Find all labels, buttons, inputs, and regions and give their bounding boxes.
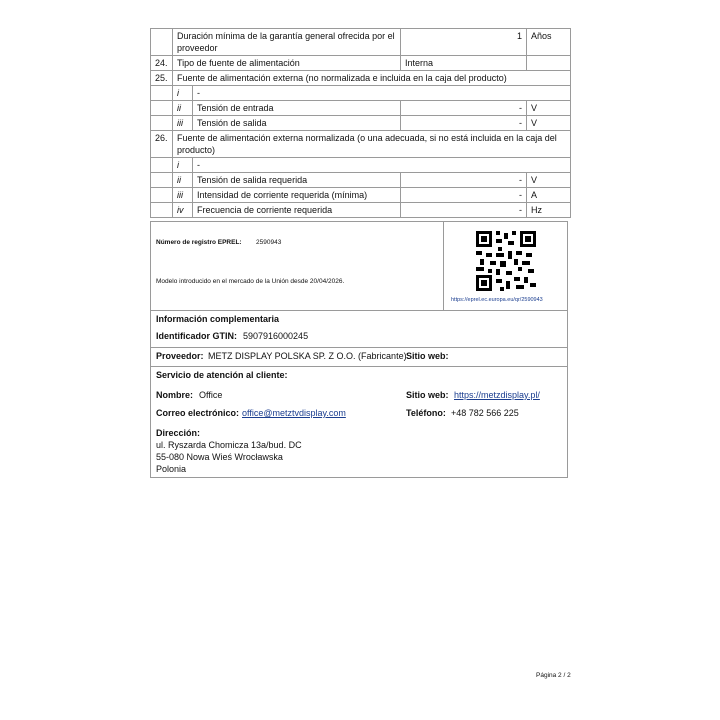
row-number: 25.: [151, 71, 173, 86]
address-line-2: 55-080 Nowa Wieś Wrocławska: [156, 452, 283, 462]
supplier-label: Proveedor:: [156, 351, 204, 361]
address-label: Dirección:: [156, 428, 201, 438]
email-link[interactable]: office@metztvdisplay.com: [242, 408, 346, 418]
table-row: [151, 158, 571, 173]
supplier-web-label: Sitio web:: [406, 351, 449, 361]
row-label: Duración mínima de la garantía general ofrecida por el proveedor: [173, 29, 401, 56]
eprel-reg-label: Número de registro EPREL:: [156, 239, 242, 246]
service-title: Servicio de atención al cliente:: [156, 370, 288, 380]
qr-code-icon[interactable]: [476, 231, 536, 291]
web-label: Sitio web:: [406, 390, 449, 400]
name-label: Nombre:: [156, 390, 194, 400]
row-number: 24.: [151, 56, 173, 71]
supplier-row: [151, 347, 567, 367]
table-row: [151, 173, 571, 188]
row-label: Intensidad de corriente requerida (mínima): [193, 188, 401, 203]
row-label: Tensión de entrada: [193, 101, 401, 116]
table-row: [151, 29, 571, 56]
table-row: [151, 116, 571, 131]
eprel-box: [150, 221, 568, 478]
row-value: Interna: [401, 56, 527, 71]
eprel-reg-value: 2590943: [256, 239, 282, 246]
row-roman: iii: [173, 116, 193, 131]
row-unit: V: [527, 173, 571, 188]
table-row: [151, 71, 571, 86]
row-label: Tensión de salida: [193, 116, 401, 131]
row-roman: ii: [173, 173, 193, 188]
row-label: Fuente de alimentación externa normalizada (o una adecuada, si no está incluida en la caja del producto): [173, 131, 571, 158]
table-row: [151, 203, 571, 218]
row-label: Tensión de salida requerida: [193, 173, 401, 188]
row-unit: Hz: [527, 203, 571, 218]
email-label: Correo electrónico:: [156, 408, 240, 418]
website-link[interactable]: https://metzdisplay.pl/: [454, 390, 540, 400]
row-roman: ii: [173, 101, 193, 116]
phone-label: Teléfono:: [406, 408, 446, 418]
row-label: Frecuencia de corriente requerida: [193, 203, 401, 218]
eprel-model-text: Modelo introducido en el mercado de la Unión desde 20/04/2026.: [156, 278, 345, 285]
address-line-1: ul. Ryszarda Chomicza 13a/bud. DC: [156, 440, 302, 450]
gtin-value: 5907916000245: [243, 331, 309, 341]
address-line-3: Polonia: [156, 464, 187, 474]
row-roman: iv: [173, 203, 193, 218]
supplier-value: METZ DISPLAY POLSKA SP. Z O.O. (Fabricante): [208, 351, 407, 361]
eprel-header-row: [151, 222, 567, 311]
info-title: Información complementaria: [156, 314, 280, 324]
row-value: -: [401, 101, 527, 116]
page-number: Página 2 / 2: [536, 672, 571, 679]
row-unit: V: [527, 101, 571, 116]
qr-url-link[interactable]: https://eprel.ec.europa.eu/qr/2590943: [451, 297, 543, 303]
row-unit: Años: [527, 29, 571, 56]
phone-value: +48 782 566 225: [451, 408, 519, 418]
table-row: [151, 101, 571, 116]
row-label: Tipo de fuente de alimentación: [173, 56, 401, 71]
table-row: [151, 188, 571, 203]
row-label: -: [193, 158, 571, 173]
eprel-info-cell: [151, 222, 444, 310]
row-roman: i: [173, 86, 193, 101]
row-roman: iii: [173, 188, 193, 203]
row-label: -: [193, 86, 571, 101]
row-number: 26.: [151, 131, 173, 158]
gtin-label: Identificador GTIN:: [156, 331, 237, 341]
row-value: -: [401, 116, 527, 131]
spec-table: [150, 28, 571, 218]
row-label: Fuente de alimentación externa (no normalizada e incluida en la caja del producto): [173, 71, 571, 86]
info-row: [151, 310, 567, 348]
row-unit: V: [527, 116, 571, 131]
table-row: [151, 131, 571, 158]
row-value: 1: [401, 29, 527, 56]
row-value: -: [401, 203, 527, 218]
table-row: [151, 86, 571, 101]
row-unit: A: [527, 188, 571, 203]
table-row: [151, 56, 571, 71]
name-value: Office: [199, 390, 223, 400]
row-value: -: [401, 173, 527, 188]
service-section: [151, 366, 567, 478]
row-value: -: [401, 188, 527, 203]
row-roman: i: [173, 158, 193, 173]
